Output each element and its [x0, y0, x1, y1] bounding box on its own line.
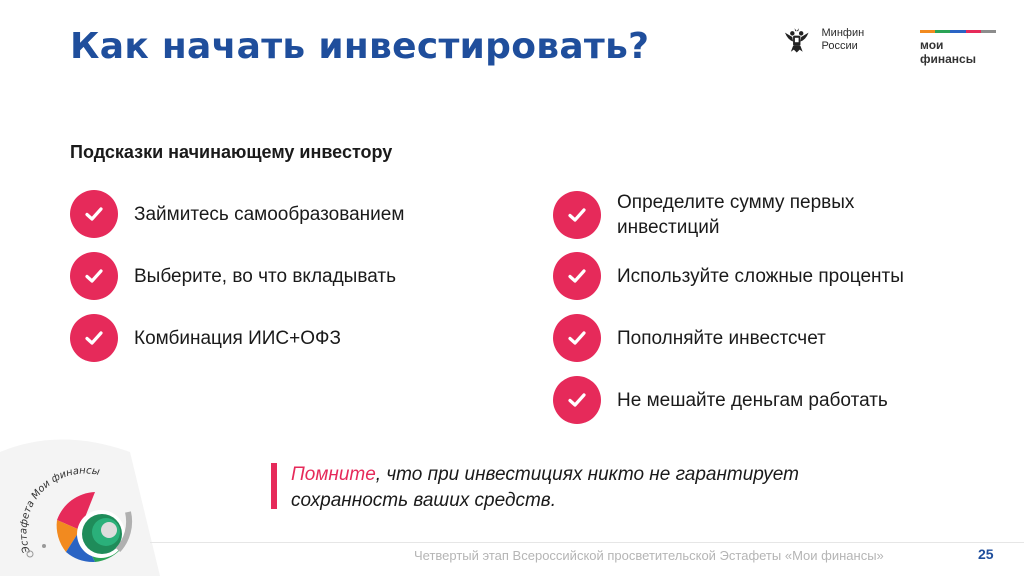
tip-item: [70, 190, 404, 238]
logo-color-stripes: [920, 30, 996, 33]
check-icon: [70, 252, 118, 300]
check-icon: [553, 376, 601, 424]
tip-item: [553, 314, 826, 362]
tip-text: Выберите, во что вкладывать: [134, 265, 396, 287]
minfin-logo: [782, 20, 882, 60]
tip-text: Не мешайте деньгам работать: [617, 389, 888, 411]
note-text: [291, 462, 911, 514]
check-icon: [553, 191, 601, 239]
note-body: , что при инвестициях никто не гарантирует сохранность ваших средств.: [291, 464, 799, 511]
tip-item: [70, 252, 396, 300]
page-title: Как начать инвестировать?: [70, 26, 650, 67]
footer-text: Четвертый этап Всероссийской просветительской Эстафеты «Мои финансы»: [414, 548, 884, 563]
tip-item: [70, 314, 341, 362]
moi-finansy-logo-text: мои финансы: [920, 38, 976, 66]
check-icon: [553, 314, 601, 362]
footer-divider: [150, 542, 1024, 543]
double-headed-eagle-icon: [782, 20, 812, 60]
relay-logo-text: Эстафета Мои финансы: [18, 465, 101, 555]
note-emphasis: Помните: [291, 464, 376, 485]
tip-text: Комбинация ИИС+ОФЗ: [134, 327, 341, 349]
tip-text: Пополняйте инвестсчет: [617, 327, 826, 349]
note-accent-bar: [271, 463, 277, 509]
minfin-logo-text: Минфин России: [821, 27, 865, 52]
tip-text: Займитесь самообразованием: [134, 203, 405, 225]
tip-text: Определите сумму первых инвестиций: [617, 192, 855, 238]
tips-heading: Подсказки начинающему инвестору: [70, 142, 393, 162]
tip-item: [553, 190, 907, 240]
relay-logo: [0, 432, 160, 576]
check-icon: [70, 190, 118, 238]
page-number: 25: [978, 546, 994, 562]
tip-text: Используйте сложные проценты: [617, 265, 904, 287]
check-icon: [70, 314, 118, 362]
tip-item: [553, 252, 904, 300]
check-icon: [553, 252, 601, 300]
tip-item: [553, 376, 888, 424]
moi-finansy-logo: [920, 30, 1000, 66]
